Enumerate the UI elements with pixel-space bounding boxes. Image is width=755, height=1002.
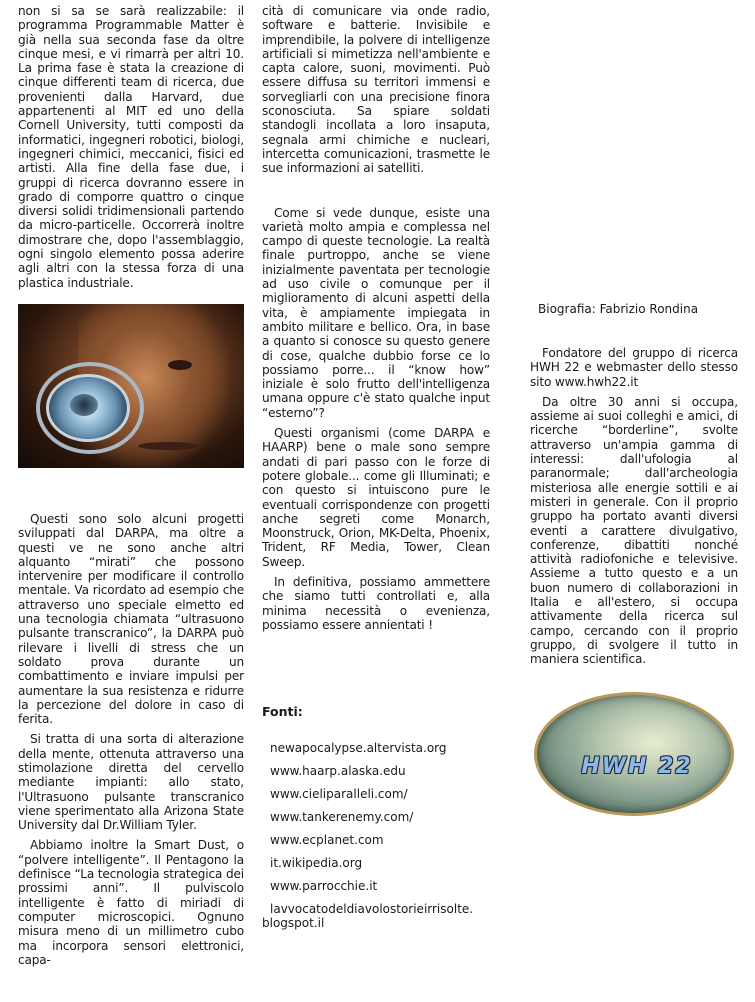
mouth [138, 442, 198, 450]
cyborg-eye-photo [18, 304, 244, 468]
source-link[interactable]: newapocalypse.altervista.org [270, 741, 447, 756]
column-middle [262, 4, 490, 930]
eye-pupil [70, 394, 98, 416]
column-left [18, 4, 244, 967]
sources-title: Fonti: [262, 704, 303, 720]
biography-heading: Biografia: Fabrizio Rondina [538, 302, 699, 316]
paragraph-organisms: Questi organismi (come DARPA e HAARP) bene o male sono sempre andati di pari passo con le forze di potere globale... come gli Illuminati; e con questo si intuiscono pure le eventuali corrispondenze con progetti anche segreti come Monarch, Moonstruck, Orion, MK-Delta, Phoenix, Trident, RF Media, Tower, Clean Sweep. [262, 426, 490, 569]
source-link[interactable]: www.cieliparalleli.com/ [270, 787, 408, 802]
source-link[interactable]: www.ecplanet.com [270, 833, 384, 848]
paragraph-technology-variety: Come si vede dunque, esiste una varietà molto ampia e complessa nel campo di queste tecnologie. La realtà finale purtroppo, anche se viene inizialmente paventata per tecnologie ad uso civile o comunque per il miglioramento di alcuni aspetti della vita, è ampiamente impiegata in ambito militare e bellico. Ora, in base a quanto si conosce su questo genere di cose, qualche dubbio forse ce lo possiamo porre... il “know how” iniziale è solo frutto dell'intelligenza umana oppure c'è stato qualche input “esterno”? [262, 205, 490, 420]
source-link[interactable]: www.tankerenemy.com/ [270, 810, 414, 825]
logo-text: HWH 22 [581, 754, 693, 779]
paragraph-darpa-projects: Questi sono solo alcuni progetti sviluppati dal DARPA, ma oltre a questi ve ne sono anche altri alquanto “mirati” che possono intervenire per modificare il controllo mentale. Va ricordato ad esempio che attraverso uno speciale elmetto ed una tecnologia chiamata “ultrasuono pulsante transcranico”, la DARPA può rilevare i livelli di stress che un soldato prova durante un combattimento e inviare impulsi per aumentare la sua resistenza e ridurre la percezione del dolore in caso di ferita. [18, 511, 244, 727]
source-link[interactable]: it.wikipedia.org [270, 856, 363, 871]
paragraph-mind-alteration: Si tratta di una sorta di alterazione della mente, ottenuta attraverso una stimolazione diretta del cervello mediante impianti: allo stato, l'Ultrasuono pulsante transcranico viene sperimentato alla Arizona State University dal Dr.William Tyler. [18, 732, 244, 833]
paragraph-founder: Fondatore del gruppo di ricerca HWH 22 e webmaster dello stesso sito www.hwh22.it [530, 346, 738, 389]
right-eye [168, 360, 192, 370]
column-right [530, 302, 738, 667]
hwh22-logo [534, 692, 734, 816]
paragraph-smart-dust: Abbiamo inoltre la Smart Dust, o “polvere intelligente”. Il Pentagono la definisce “La tecnologia strategica dei prossimi anni”. Il pulviscolo intelligente è fatto di miriadi di computer microscopici. Ognuno misura meno di un millimetro cubo ma incorpora sensori elettronici, capa- [18, 838, 245, 967]
sources-list [262, 741, 490, 930]
source-link[interactable]: www.parrocchie.it [270, 879, 378, 894]
paragraph-programmable-matter: non si sa se sarà realizzabile: il programma Programmable Matter è già nella sua seconda fase da oltre cinque mesi, e vi rimarrà per altri 10. La prima fase è stata la creazione di cinque differenti team di ricerca, due provenienti dalla Harvard, due appartenenti al MIT ed uno della Cornell University, tutti composti da informatici, ingegneri robotici, biologi, ingegneri chimici, meccanici, fisici ed artisti. Alla fine della fase due, i gruppi di ricerca dovranno essere in grado di comporre quattro o cinque diversi solidi tridimensionali partendo da micro-particelle. Occorrerà inoltre dimostrare che, dopo l'assemblaggio, ogni singolo elemento possa aderire agli altri con la stessa forza di una plastica industriale. [18, 4, 244, 290]
source-link-continuation[interactable]: blogspot.il [262, 916, 325, 931]
source-link[interactable]: www.haarp.alaska.edu [270, 764, 406, 779]
paragraph-conclusion: In definitiva, possiamo ammettere che siamo tutti controllati e, alla minima necessità o evenienza, possiamo essere annientati ! [262, 574, 490, 632]
source-link[interactable]: lavvocatodeldiavolostorieirrisolte. [270, 902, 474, 917]
paragraph-smart-dust-cont: cità di comunicare via onde radio, software e batterie. Invisibile e imprendibile, la polvere di intelligenze artificiali si mimetizza nell'ambiente e capta calore, suoni, movimenti. Può essere diffusa su territori immensi e sorvegliarli con una precisione finora sconosciuta. Sa spiare soldati standogli incollata a loro insaputa, segnala armi chimiche e nucleari, intercetta comunicazioni, trasmette le sue informazioni ai satelliti. [262, 4, 490, 176]
paragraph-biography: Da oltre 30 anni si occupa, assieme ai suoi colleghi e amici, di ricerche “borderline”, svolte attraverso un'ampia gamma di interessi: dall'ufologia al paranormale; dall'archeologia misteriosa alle energie sottili e ai misteri in generale. Con il proprio gruppo ha portato avanti diversi eventi a carattere divulgativo, conferenze, dibattiti nonché attività radiofoniche e televisive. Assieme a tutto questo e a un buon numero di collaborazioni in Italia e all'estero, si occupa attivamente della ricerca sul campo, cercando con il proprio gruppo, di svolgere il tutto in maniera scientifica. [530, 394, 738, 667]
sources-section [262, 704, 490, 930]
